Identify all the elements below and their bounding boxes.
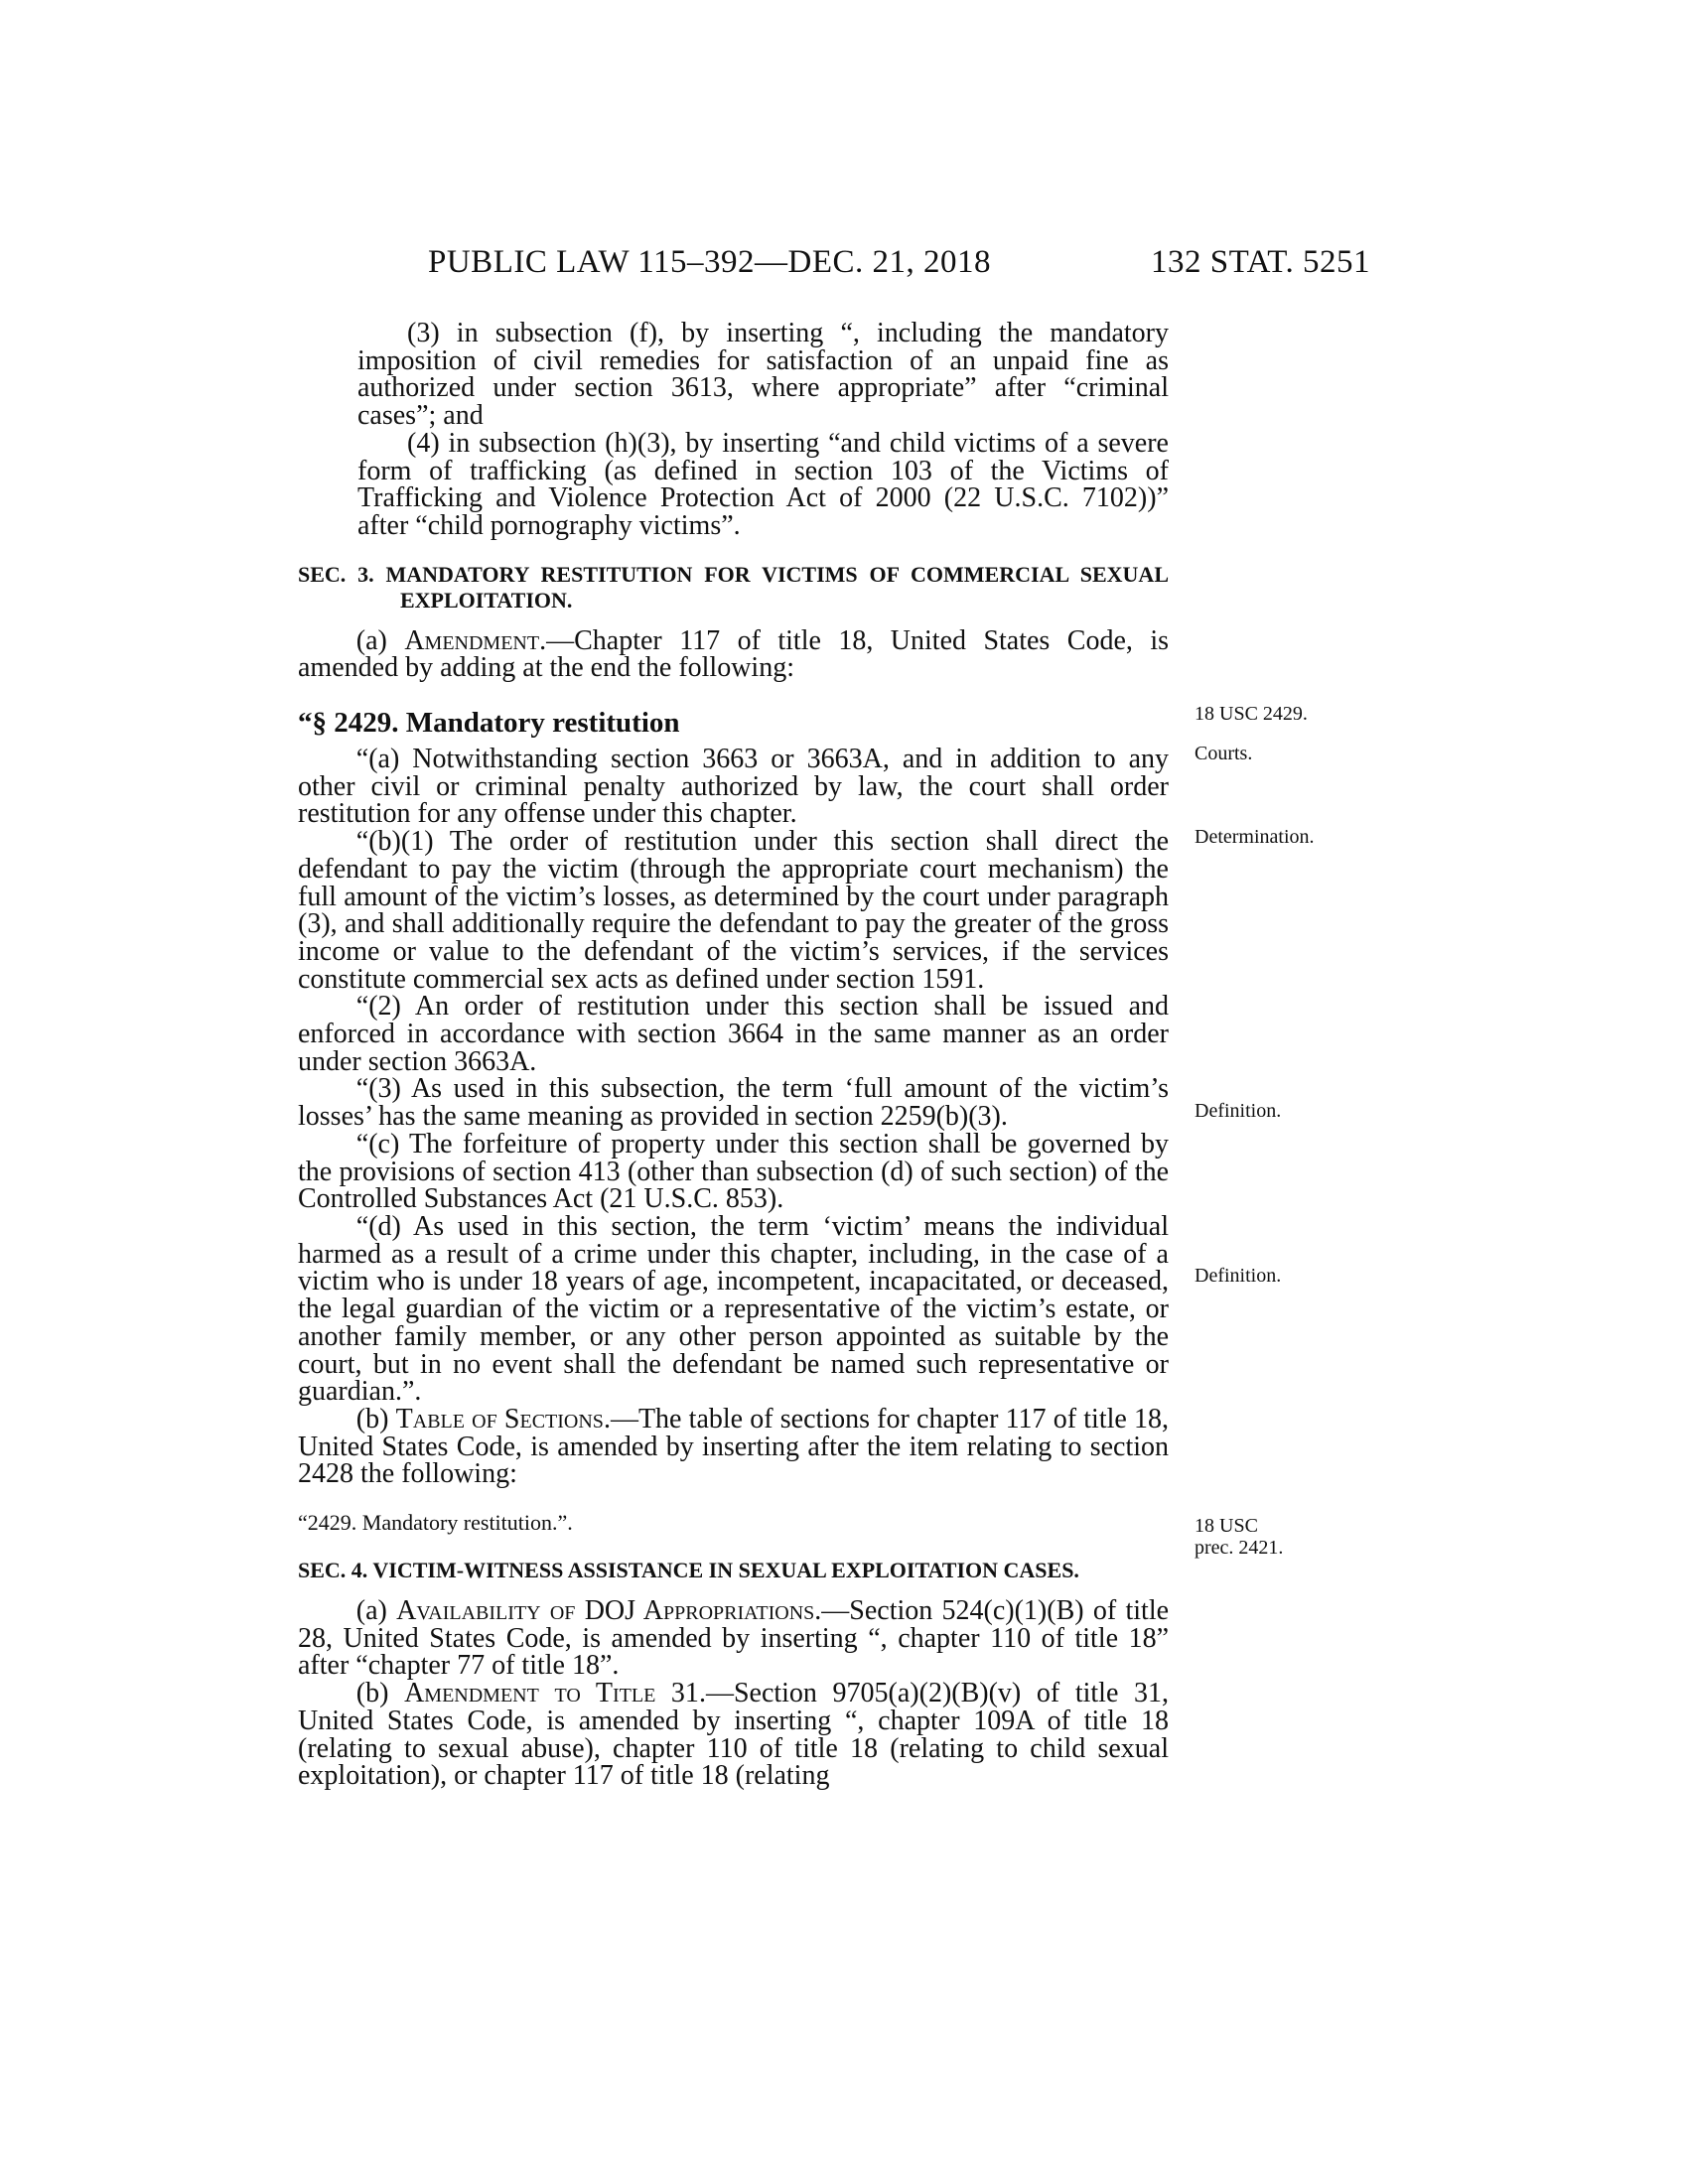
section-4-subsection-b — [298, 1680, 1169, 1790]
page-header — [298, 244, 1370, 284]
subsection-d: “(d) As used in this section, the term ‘victim’ means the individual harmed as a result of a crime under this chapter, including, in the case of a victim who is under 18 years of age, incompetent, incapacitated, or deceased, the legal guardian of the victim or a representative of the victim’s estate, or another family member, or any other person appointed as suitable by the court, but in no event shall the defendant be named such representative or guardian.”. — [298, 1210, 1169, 1408]
subsection-caption: Amendment to Title 31 — [404, 1678, 699, 1709]
subsection-caption: Availability of DOJ Appropriations — [396, 1595, 815, 1627]
section-4-subsection-a — [298, 1597, 1169, 1680]
subsection-b-3: “(3) As used in this subsection, the term ‘full amount of the victim’s losses’ has the same meaning as provided in section 2259(b)(3). — [298, 1073, 1169, 1133]
main-text-column — [298, 320, 1169, 1790]
subsection-text: .—Chapter 117 of title 18, United States Code, is amended by adding at the end the following: — [298, 624, 1169, 684]
section-3-subsection-b — [298, 1403, 1170, 1490]
section-3-heading: SEC. 3. MANDATORY RESTITUTION FOR VICTIMS OF COMMERCIAL SEXUAL EXPLOITATION. — [298, 561, 1169, 613]
paragraph-4: (4) in subsection (h)(3), by inserting “and child victims of a severe form of trafficking (as defined in section 103 of the Victims of Trafficking and Violence Protection Act of 2000 (22 U.S.C. 7102))” after “child pornography victims”. — [357, 427, 1169, 541]
subsection-label: (a) — [355, 624, 405, 656]
subsection-caption: Amendment — [404, 624, 540, 656]
subsection-c: “(c) The forfeiture of property under this section shall be governed by the provisions of section 413 (other than subsection (d) of such section) of the Controlled Substances Act (21 U.S.C. 853). — [298, 1128, 1169, 1215]
subsection-label: (b) — [355, 1403, 396, 1434]
paragraph-3: (3) in subsection (f), by inserting “, including the mandatory imposition of civil remedies for satisfaction of an unpaid fine as authorized under section 3613, where appropriate” after “criminal cases”; and — [357, 318, 1169, 432]
table-of-sections-item: “2429. Mandatory restitution.”. — [298, 1510, 573, 1536]
subsection-caption: Table of Sections — [395, 1403, 604, 1434]
subsection-b-1: “(b)(1) The order of restitution under this section shall direct the defendant to pay the victim (through the appropriate court mechanism) the full amount of the victim’s losses, as determined by the court under paragraph (3), and shall additionally require the defendant to pay the greater of the gross income or value to the defendant of the victim’s services, if the services constitute commercial sex acts as defined under section 1591. — [298, 826, 1169, 995]
subsection-label: (a) — [355, 1595, 397, 1627]
subsection-a: “(a) Notwithstanding section 3663 or 3663A, and in addition to any other civil or criminal penalty authorized by law, the court shall order restitution for any offense under this chapter. — [298, 744, 1169, 830]
margin-note-definition: Definition. — [1195, 1265, 1282, 1287]
subsection-text: .—Section 524(c)(1)(B) of title 28, United States Code, is amended by inserting “, chapter 110 of title 18” after “chapter 77 of title 18”. — [298, 1595, 1170, 1682]
subsection-text: .—Section 9705(a)(2)(B)(v) of title 31, United States Code, is amended by inserting “, chapter 109A of title 18 (relating to sexual abuse), chapter 110 of title 18 (relating to child sexual exploitation), or chapter 117 of title 18 (relating — [298, 1678, 1169, 1792]
margin-note-usc-2429: 18 USC 2429. — [1195, 703, 1308, 725]
margin-note-line: 18 USC — [1195, 1515, 1258, 1537]
subsection-label: (b) — [355, 1678, 405, 1709]
section-3-subsection-a — [298, 624, 1169, 684]
margin-note-determination: Determination. — [1195, 826, 1315, 848]
margin-note-definition: Definition. — [1195, 1100, 1282, 1122]
subsection-text: .—The table of sections for chapter 117 of title 18, United States Code, is amended by inserting after the item relating to section 2428 the following: — [298, 1403, 1170, 1490]
section-4-heading: SEC. 4. VICTIM-WITNESS ASSISTANCE IN SEXUAL EXPLOITATION CASES. — [298, 1558, 1079, 1583]
subsection-b-2: “(2) An order of restitution under this section shall be issued and enforced in accordance with section 3664 in the same manner as an order under section 3663A. — [298, 991, 1169, 1077]
statute-page-number: 132 STAT. 5251 — [1150, 244, 1370, 280]
margin-note-line: prec. 2421. — [1195, 1537, 1284, 1559]
margin-note-courts: Courts. — [1195, 743, 1253, 764]
section-2429-title: “§ 2429. Mandatory restitution — [298, 707, 680, 740]
running-title: PUBLIC LAW 115–392—DEC. 21, 2018 — [428, 244, 992, 280]
margin-note-usc-prec-2421 — [1195, 1515, 1283, 1559]
